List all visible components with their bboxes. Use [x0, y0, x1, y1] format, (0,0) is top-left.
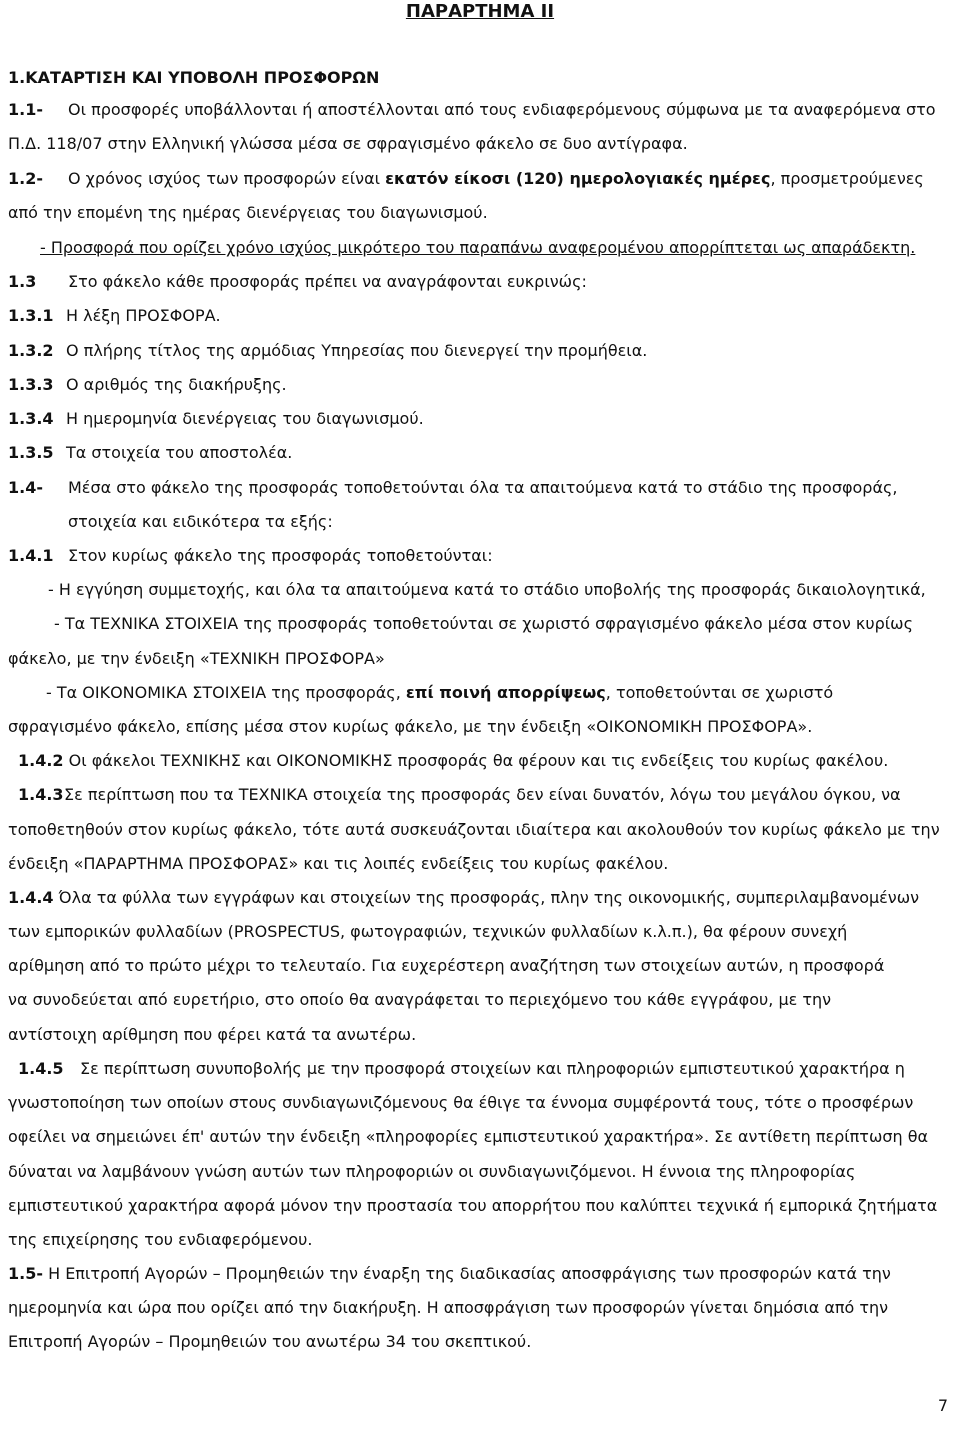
paragraph-number: 1.4.5 [18, 1059, 64, 1078]
paragraph-1-4-5-line-2: γνωστοποίηση των οποίων στους συνδιαγωνιζόμενους θα έθιγε τα έννομα συμφέροντά τους, τότε ο προσφέρων [8, 1093, 914, 1112]
paragraph-1-4-3-line-3: ένδειξη «ΠΑΡΑΡΤΗΜΑ ΠΡΟΣΦΟΡΑΣ» και τις λοιπές ενδείξεις του κυρίως φακέλου. [8, 854, 669, 873]
paragraph-1-4-5-line-1: 1.4.5 Σε περίπτωση συνυποβολής με την προσφορά στοιχείων και πληροφοριών εμπιστευτικού χαρακτήρα η [18, 1059, 905, 1078]
list-item: 1.3.4 Η ημερομηνία διενέργειας του διαγωνισμού. [8, 409, 424, 428]
bullet-technical-line-1: - Τα ΤΕΧΝΙΚΑ ΣΤΟΙΧΕΙΑ της προσφοράς τοποθετούνται σε χωριστό σφραγισμένο φάκελο μέσα στον κυρίως [54, 614, 913, 633]
bullet-financial-line-2: σφραγισμένο φάκελο, επίσης μέσα στον κυρίως φάκελο, με την ένδειξη «ΟΙΚΟΝΟΜΙΚΗ ΠΡΟΣΦΟΡΑ». [8, 717, 813, 736]
paragraph-1-3: 1.3 Στο φάκελο κάθε προσφοράς πρέπει να αναγράφονται ευκρινώς: [8, 272, 587, 291]
penalty-notice: επί ποινή απορρίψεως [405, 683, 606, 702]
paragraph-number: 1.2- [8, 169, 43, 188]
paragraph-1-4-line-1: 1.4- Μέσα στο φάκελο της προσφοράς τοποθετούνται όλα τα απαιτούμενα κατά το στάδιο της προσφοράς, [8, 478, 898, 497]
list-item: 1.3.5 Τα στοιχεία του αποστολέα. [8, 443, 293, 462]
paragraph-1-2-line-2: από την επομένη της ημέρας διενέργειας του διαγωνισμού. [8, 203, 488, 222]
rejection-note: - Προσφορά που ορίζει χρόνο ισχύος μικρότερο του παραπάνω αναφερομένου απορρίπτεται ως απαράδεκτη. [40, 238, 916, 257]
section-heading: 1.ΚΑΤΑΡΤΙΣΗ ΚΑΙ ΥΠΟΒΟΛΗ ΠΡΟΣΦΟΡΩΝ [8, 68, 380, 87]
paragraph-1-1-line-1: 1.1- Οι προσφορές υποβάλλονται ή αποστέλλονται από τους ενδιαφερόμενους σύμφωνα με τα αναφερόμενα στο [8, 100, 936, 119]
list-item: 1.3.2 Ο πλήρης τίτλος της αρμόδιας Υπηρεσίας που διενεργεί την προμήθεια. [8, 341, 648, 360]
paragraph-1-4-3-line-2: τοποθετηθούν στον κυρίως φάκελο, τότε αυτά συσκευάζονται ιδιαίτερα και ακολουθούν τον κυρίως φάκελο με την [8, 820, 940, 839]
paragraph-1-4-line-2: στοιχεία και ειδικότερα τα εξής: [68, 512, 333, 531]
paragraph-1-4-5-line-4: δύναται να λαμβάνουν γνώση αυτών των πληροφοριών οι συνδιαγωνιζόμενοι. Η έννοια της πληροφορίας [8, 1162, 856, 1181]
paragraph-1-4-4-line-3: αρίθμηση από το πρώτο μέχρι το τελευταίο. Για ευχερέστερη αναζήτηση των στοιχείων αυτών, η προσφορά [8, 956, 885, 975]
paragraph-1-4-5-line-5: εμπιστευτικού χαρακτήρα αφορά μόνον την προστασία του απορρήτου που καλύπτει τεχνικά ή εμπορικά ζητήματα [8, 1196, 938, 1215]
paragraph-1-5-line-3: Επιτροπή Αγορών – Προμηθειών του ανωτέρω 34 του σκεπτικού. [8, 1332, 532, 1351]
paragraph-number: 1.4.2 [18, 751, 64, 770]
paragraph-1-4-4-line-5: αντίστοιχη αρίθμηση που φέρει κατά τα ανωτέρω. [8, 1025, 417, 1044]
paragraph-1-4-5-line-6: της επιχείρησης του ενδιαφερόμενου. [8, 1230, 313, 1249]
list-item: 1.3.1 Η λέξη ΠΡΟΣΦΟΡΑ. [8, 306, 221, 325]
paragraph-number: 1.4.3 [18, 785, 64, 804]
paragraph-number: 1.4.4 [8, 888, 54, 907]
bullet-guarantee: - Η εγγύηση συμμετοχής, και όλα τα απαιτούμενα κατά το στάδιο υποβολής της προσφοράς δικαιολογητικά, [48, 580, 926, 599]
paragraph-1-2-line-1: 1.2- Ο χρόνος ισχύος των προσφορών είναι εκατόν είκοσι (120) ημερολογιακές ημέρες, προσμετρούμενες [8, 169, 924, 188]
paragraph-1-5-line-2: ημερομηνία και ώρα που ορίζει από την διακήρυξη. Η αποσφράγιση των προσφορών γίνεται δημόσια από την [8, 1298, 889, 1317]
paragraph-1-1-line-2: Π.Δ. 118/07 στην Ελληνική γλώσσα μέσα σε σφραγισμένο φάκελο σε δυο αντίγραφα. [8, 134, 688, 153]
validity-period: εκατόν είκοσι (120) ημερολογιακές ημέρες [385, 169, 771, 188]
list-item: 1.3.3 Ο αριθμός της διακήρυξης. [8, 375, 287, 394]
bullet-financial-line-1: - Τα ΟΙΚΟΝΟΜΙΚΑ ΣΤΟΙΧΕΙΑ της προσφοράς, επί ποινή απορρίψεως, τοποθετούνται σε χωριστό [46, 683, 834, 702]
page-number: 7 [937, 1396, 948, 1415]
paragraph-1-5-line-1: 1.5- Η Επιτροπή Αγορών – Προμηθειών την έναρξη της διαδικασίας αποσφράγισης των προσφορών κατά την [8, 1264, 891, 1283]
paragraph-1-4-1: 1.4.1 Στον κυρίως φάκελο της προσφοράς τοποθετούνται: [8, 546, 493, 565]
paragraph-1-4-5-line-3: οφείλει να σημειώνει έπ' αυτών την ένδειξη «πληροφορίες εμπιστευτικού χαρακτήρα». Σε αντίθετη περίπτωση θα [8, 1127, 929, 1146]
bullet-technical-line-2: φάκελο, με την ένδειξη «ΤΕΧΝΙΚΗ ΠΡΟΣΦΟΡΑ» [8, 649, 385, 668]
paragraph-1-4-4-line-1: 1.4.4 Όλα τα φύλλα των εγγράφων και στοιχείων της προσφοράς, πλην της οικονομικής, συμπεριλαμβανομένων [8, 888, 920, 907]
paragraph-1-4-3-line-1: 1.4.3Σε περίπτωση που τα ΤΕΧΝΙΚΑ στοιχεία της προσφοράς δεν είναι δυνατόν, λόγω του μεγάλου όγκου, να [18, 785, 901, 804]
paragraph-number: 1.4.1 [8, 546, 54, 565]
paragraph-number: 1.3 [8, 272, 37, 291]
paragraph-number: 1.4- [8, 478, 43, 497]
paragraph-1-4-2: 1.4.2 Οι φάκελοι ΤΕΧΝΙΚΗΣ και ΟΙΚΟΝΟΜΙΚΗΣ προσφοράς θα φέρουν και τις ενδείξεις του κυρίως φακέλου. [18, 751, 889, 770]
paragraph-number: 1.1- [8, 100, 43, 119]
page-title: ΠΑΡΑΡΤΗΜΑ ΙΙ [405, 1, 555, 22]
paragraph-number: 1.5- [8, 1264, 43, 1283]
paragraph-1-4-4-line-4: να συνοδεύεται από ευρετήριο, στο οποίο θα αναγράφεται το περιεχόμενο του κάθε εγγράφου, με την [8, 990, 832, 1009]
paragraph-1-4-4-line-2: των εμπορικών φυλλαδίων (PROSPECTUS, φωτογραφιών, τεχνικών φυλλαδίων κ.λ.π.), θα φέρουν συνεχή [8, 922, 848, 941]
